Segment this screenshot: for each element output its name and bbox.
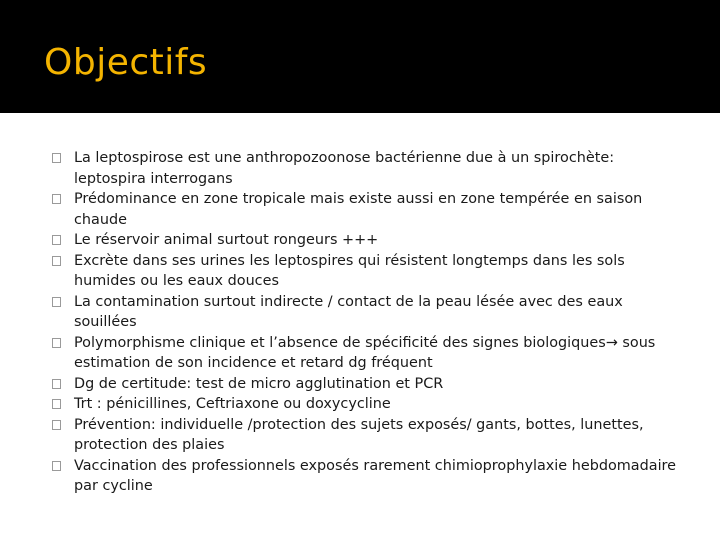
square-bullet-icon	[52, 153, 61, 163]
square-bullet-icon	[52, 379, 61, 389]
bullet-text: Dg de certitude: test de micro agglutination et PCR	[74, 375, 444, 392]
bullet-item	[52, 456, 682, 497]
bullet-item	[52, 148, 682, 189]
square-bullet-icon	[52, 297, 61, 307]
bullet-text: La contamination surtout indirecte / contact de la peau lésée avec des eaux souillées	[74, 293, 623, 330]
bullet-text: Excrète dans ses urines les leptospires qui résistent longtemps dans les sols humides ou les eaux douces	[74, 252, 625, 289]
bullet-item	[52, 374, 682, 395]
bullet-text: Prévention: individuelle /protection des sujets exposés/ gants, bottes, lunettes, protection des plaies	[74, 416, 644, 453]
square-bullet-icon	[52, 420, 61, 430]
bullet-list	[52, 148, 682, 497]
bullet-item	[52, 292, 682, 333]
bullet-item	[52, 333, 682, 374]
slide-title: Objectifs	[44, 42, 208, 83]
bullet-item	[52, 251, 682, 292]
square-bullet-icon	[52, 256, 61, 266]
bullet-item	[52, 394, 682, 415]
square-bullet-icon	[52, 399, 61, 409]
bullet-text: Le réservoir animal surtout rongeurs +++	[74, 232, 379, 248]
bullet-text: La leptospirose est une anthropozoonose bactérienne due à un spirochète: leptospira interrogans	[74, 150, 615, 187]
bullet-text: Vaccination des professionnels exposés rarement chimioprophylaxie hebdomadaire par cycline	[74, 457, 677, 494]
bullet-item	[52, 189, 682, 230]
square-bullet-icon	[52, 194, 61, 204]
bullet-text: Trt : pénicillines, Ceftriaxone ou doxycycline	[74, 396, 391, 412]
square-bullet-icon	[52, 338, 61, 348]
bullet-text: Prédominance en zone tropicale mais existe aussi en zone tempérée en saison chaude	[74, 191, 643, 228]
square-bullet-icon	[52, 235, 61, 245]
square-bullet-icon	[52, 461, 61, 471]
bullet-item	[52, 415, 682, 456]
bullet-text: Polymorphisme clinique et l’absence de spécificité des signes biologiques→ sous estimation de son incidence et retard dg fréquent	[74, 334, 656, 371]
bullet-item	[52, 230, 682, 251]
